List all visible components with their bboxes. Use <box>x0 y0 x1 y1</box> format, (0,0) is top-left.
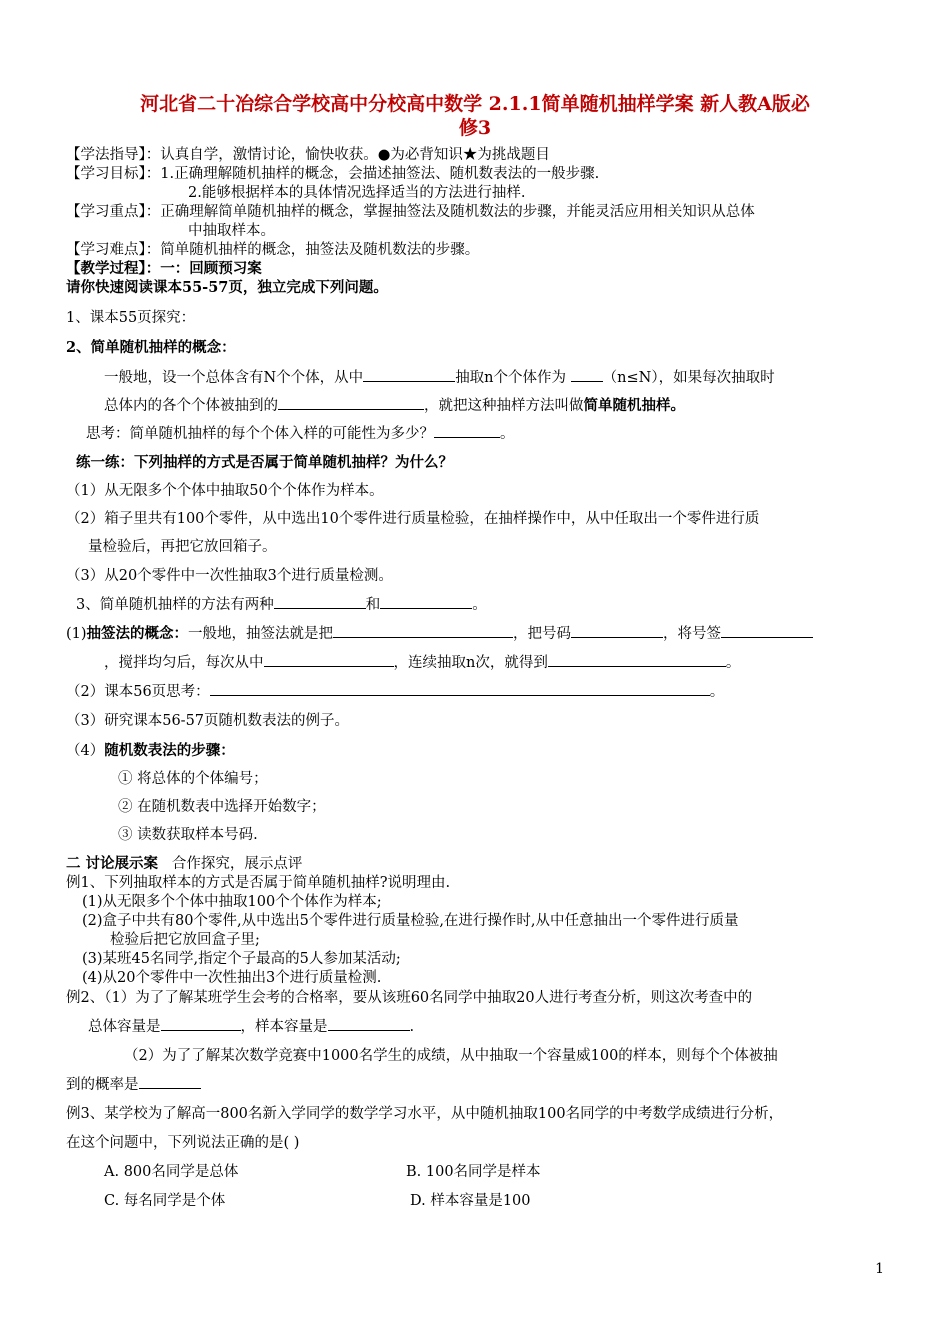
study-goal-1: 【学习目标】：1.正确理解随机抽样的概念，会描述抽签法、随机数表法的一般步骤. <box>66 166 600 182</box>
lottery-concept-cont: ，搅拌均匀后，每次从中 ，连续抽取n次，就得到 。 <box>104 651 740 672</box>
step-2: ② 在随机数表中选择开始数字； <box>118 799 326 815</box>
reading-instruction: 请你快速阅读课本55-57页，独立完成下列问题。 <box>66 279 388 296</box>
example-1-item-2: (2)盒子中共有80个零件,从中选出5个零件进行质量检验,在进行操作时,从中任意抽出一个零件进行质量 <box>82 913 739 929</box>
blank-field[interactable] <box>161 1016 241 1031</box>
option-c: C. 每名同学是个体 <box>104 1193 226 1209</box>
key-points-cont: 中抽取样本。 <box>188 223 275 239</box>
discussion-heading: 二 讨论展示案 合作探究，展示点评 <box>66 855 303 872</box>
title-line-2: 修3 <box>458 117 492 139</box>
example-1-item-4: (4)从20个零件中一次性抽出3个进行质量检测. <box>82 970 382 986</box>
lottery-concept: (1)抽签法的概念：一般地，抽签法就是把 ，把号码 ，将号签 <box>66 622 813 643</box>
option-b: B. 100名同学是样本 <box>406 1164 541 1180</box>
blank-field[interactable] <box>333 623 513 638</box>
blank-field[interactable] <box>274 594 366 609</box>
key-points: 【学习重点】：正确理解简单随机抽样的概念，掌握抽签法及随机数法的步骤，并能灵活应用相关知识从总体 <box>66 204 755 220</box>
teaching-process: 【教学过程】：一：回顾预习案 <box>66 260 262 277</box>
practice-heading: 练一练：下列抽样的方式是否属于简单随机抽样？为什么？ <box>76 454 453 471</box>
blank-field[interactable] <box>264 652 394 667</box>
blank-field[interactable] <box>210 681 710 696</box>
study-guide: 【学法指导】：认真自学，激情讨论，愉快收获。●为必背知识★为挑战题目 <box>66 147 550 163</box>
blank-field[interactable] <box>571 623 663 638</box>
example-3: 例3、某学校为了解高一800名新入学同学的数学学习水平，从中随机抽取100名同学的中考数学成绩进行分析， <box>66 1106 784 1122</box>
option-a: A. 800名同学是总体 <box>104 1164 239 1180</box>
practice-2: （2）箱子里共有100个零件，从中选出10个零件进行质量检验，在抽样操作中，从中任取出一个零件进行质 <box>66 511 760 527</box>
question-2: 2、简单随机抽样的概念： <box>66 339 236 356</box>
blank-field[interactable] <box>548 652 726 667</box>
practice-1: （1）从无限多个个体中抽取50个个体作为样本。 <box>66 483 384 499</box>
practice-3: （3）从20个零件中一次性抽取3个进行质量检测。 <box>66 568 393 584</box>
blank-field[interactable] <box>328 1016 410 1031</box>
example-2-part-1-cont: 总体容量是 ，样本容量是 . <box>88 1015 414 1036</box>
example-2-part-2: （2）为了了解某次数学竞赛中1000名学生的成绩，从中抽取一个容量威100的样本，则每个个体被抽 <box>124 1048 778 1064</box>
question-1: 1、课本55页探究： <box>66 310 196 326</box>
example-1-item-2-cont: 检验后把它放回盒子里; <box>110 932 260 948</box>
random-table-steps: （4）随机数表法的步骤： <box>66 742 235 759</box>
example-3-cont: 在这个问题中，下列说法正确的是( ) <box>66 1135 300 1151</box>
difficult-points: 【学习难点】：简单随机抽样的概念，抽签法及随机数法的步骤。 <box>66 242 480 258</box>
blank-field[interactable] <box>571 367 603 382</box>
blank-field[interactable] <box>363 367 455 382</box>
page-number: 1 <box>875 1261 884 1277</box>
example-1-item-1: (1)从无限多个个体中抽取100个个体作为样本; <box>82 894 382 910</box>
example-1: 例1、下列抽取样本的方式是否属于简单随机抽样?说明理由. <box>66 875 451 891</box>
step-1: ① 将总体的个体编号； <box>118 771 268 787</box>
blank-field[interactable] <box>278 395 424 410</box>
option-d: D. 样本容量是100 <box>410 1193 531 1209</box>
example-2-part-2-cont: 到的概率是 <box>66 1073 201 1094</box>
title-line-1: 河北省二十冶综合学校高中分校高中数学 2.1.1简单随机抽样学案 新人教A版必 <box>140 93 810 115</box>
textbook-think: （2）课本56页思考： 。 <box>66 680 724 701</box>
definition-line-2: 总体内的各个个体被抽到的 ，就把这种抽样方法叫做简单随机抽样。 <box>104 397 685 414</box>
blank-field[interactable] <box>721 623 813 638</box>
blank-field[interactable] <box>434 423 500 438</box>
study-example: （3）研究课本56-57页随机数表法的例子。 <box>66 713 350 729</box>
study-goal-2: 2.能够根据样本的具体情况选择适当的方法进行抽样. <box>188 185 526 201</box>
step-3: ③ 读数获取样本号码. <box>118 827 258 843</box>
practice-2-cont: 量检验后，再把它放回箱子。 <box>88 539 277 555</box>
document-title <box>70 92 880 140</box>
question-3: 3、简单随机抽样的方法有两种 和 。 <box>76 593 487 614</box>
blank-field[interactable] <box>380 594 472 609</box>
think-question: 思考：简单随机抽样的每个个体入样的可能性为多少？ 。 <box>86 422 515 443</box>
blank-field[interactable] <box>139 1074 201 1089</box>
example-2-part-1: 例2、（1）为了了解某班学生会考的合格率，要从该班60名同学中抽取20人进行考查分析，则这次考查中的 <box>66 990 753 1006</box>
definition-line-1: 一般地，设一个总体含有N个个体，从中 抽取n个个体作为 （n≤N），如果每次抽取时 <box>104 366 775 387</box>
example-1-item-3: (3)某班45名同学,指定个子最高的5人参加某活动; <box>82 951 401 967</box>
